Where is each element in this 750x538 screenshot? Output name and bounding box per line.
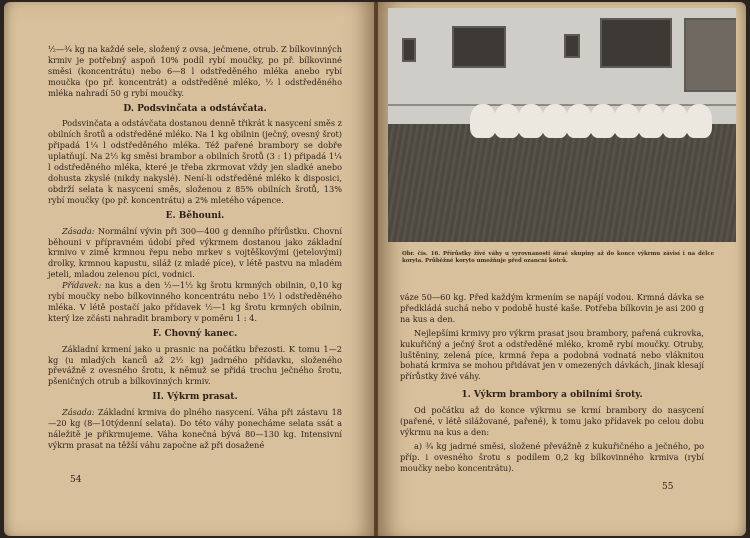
zasada-label: Zásada: bbox=[62, 407, 95, 418]
barn-window bbox=[600, 18, 672, 68]
page-number-right: 55 bbox=[662, 482, 674, 492]
intro-paragraph: ½—¾ kg na každé sele, složený z ovsa, ječmene, otrub. Z bílkovinných krmiv je potřebný aspoň 10% podíl rybí moučky, po př. bílkovinné směsi (koncentrátu) nebo 6—8 l odstředěného mléka anebo rybí moučka (po př. koncentrát) a odstředěné mléko, ½ l odstředěného mléka nahradí 50 g rybí moučky. bbox=[48, 44, 342, 98]
section-d-paragraph: Podsvinčata a odstávčata dostanou denně třikrát k nasycení směs z obilních šrotů a odstředěné mléko. Na 1 kg obilnin (ječný, ovesný šrot) připadá 1¼ l odstředěného mléka. Též pařené brambory se dobře uplatňují. Na 2½ kg směsi brambor a obilních šrotů (3 : 1) připadá 1¼ l odstředěného mléka, které je třeba zkrmovat vždy jen sladké anebo dohusta zkyslé (nikdy nakyslé). Není-li odstředěné mléko k disposici, obdrží selata k nasycení směs, složenou z 85% obilních šrotů, 13% rybí moučky (po př. koncentrátu) a 2% mletého vápence. bbox=[48, 118, 342, 205]
section-f-paragraph: Základní krmení jako u prasnic na počátku březosti. K tomu 1—2 kg (u mladých kanců až 2½ kg) jadrného přídavku, složeného převážně z ovesného šrotu, k němuž se přidá trochu ječného šrotu, pšeničných otrub a bílkovinných krmiv. bbox=[48, 343, 342, 387]
left-page bbox=[4, 2, 376, 536]
item-a-paragraph: a) ¾ kg jadrné směsi, složené převážně z kukuřičného a ječného, po příp. i ovesného šrotu s podílem 0,2 kg bílkovinného krmiva (rybí moučky nebo koncentrátu). bbox=[400, 440, 704, 473]
section-e-zasada-paragraph bbox=[48, 226, 342, 281]
figure-caption: Obr. čís. 16. Přírůstky živé váhy u vyrovnanosti šíraé skupiny až do konce výkrmu závisí i na délce koryta. Průběžné koryto umožňuje před ozancní kotců. bbox=[402, 251, 714, 264]
barn-window bbox=[564, 34, 580, 58]
barn-window bbox=[402, 38, 416, 62]
pridavek-text: na kus a den ½—1½ kg šrotu krmných obilnin, 0,10 kg rybí moučky nebo bílkovinného koncentrátu nebo 1½ l odstředěného mléka. V létě postačí jako přídavek ½—1 kg šrotu krmných obilnin, který lze zčásti nahradit brambory v poměru 1 : 4. bbox=[48, 280, 342, 323]
pigs-photo bbox=[388, 8, 736, 242]
pig-figure bbox=[494, 104, 520, 138]
barn-window bbox=[452, 26, 506, 68]
continuation-paragraph: váze 50—60 kg. Před každým krmením se napájí vodou. Krmná dávka se předkládá suchá nebo v podobě husté kaše. Potřeba bílkovin je asi 200 g na kus a den. bbox=[400, 292, 704, 324]
pig-figure bbox=[470, 104, 496, 138]
pig-figure bbox=[662, 104, 688, 138]
left-page-text bbox=[48, 44, 342, 451]
pig-figure bbox=[614, 104, 640, 138]
zasada-text: Základní krmiva do plného nasycení. Váha při zástavu 18—20 kg (8—10týdenní selata). Do této váhy ponecháme selata ssát a náležitě je přikrmujeme. Váha konečná bývá 80—130 kg. Intensivní výkrm prasat na těžší váhu započne až při dosažené bbox=[48, 407, 342, 450]
pig-figure bbox=[638, 104, 664, 138]
section-1-paragraph: Od počátku až do konce výkrmu se krmí brambory do nasycení (pařené, v létě silážované, pařené), k tomu jako přídavek po celou dobu výkrmu na kus a den: bbox=[400, 405, 704, 437]
barn-doorway bbox=[684, 18, 736, 92]
pig-figure bbox=[566, 104, 592, 138]
book-spread bbox=[4, 2, 746, 536]
zasada-label: Zásada: bbox=[62, 225, 95, 236]
right-page-text bbox=[400, 292, 704, 474]
section-ii-heading: II. Výkrm prasat. bbox=[152, 392, 238, 403]
section-f-heading: F. Chovný kanec. bbox=[152, 328, 238, 339]
zasada-text: Normální vývin při 300—400 g denního přírůstku. Chovní běhouni v přípravném údobí před výkrmem dostanou jako základní krmivo v zimě krmnou řepu nebo mrkev s vojtěškovými (jetelovými) drolky, krmnou kapustu, siláž (z mladé píce), v létě pastvu na mladém jeteli, mladou zelenou píci, vodnici. bbox=[48, 225, 342, 280]
pen-floor bbox=[388, 124, 736, 242]
pig-figure bbox=[542, 104, 568, 138]
pridavek-label: Přídavek: bbox=[62, 280, 102, 291]
pig-figure bbox=[686, 104, 712, 138]
section-e-pridavek-paragraph bbox=[48, 280, 342, 324]
pig-figure bbox=[590, 104, 616, 138]
pig-figure bbox=[518, 104, 544, 138]
section-e-heading: E. Běhouni. bbox=[165, 210, 225, 221]
right-page bbox=[378, 2, 746, 536]
section-1-heading: 1. Výkrm brambory a obilními šroty. bbox=[461, 390, 643, 401]
section-ii-paragraph bbox=[48, 407, 342, 451]
page-number-left: 54 bbox=[70, 475, 82, 485]
best-feeds-paragraph: Nejlepšími krmivy pro výkrm prasat jsou brambory, pařená cukrovka, kukuřičný a ječný šrot a odstředěné mléko, kromě rybí moučky. Otruby, luštěniny, zelená píce, krmná řepa a podobná vodnatá nebo vláknitou bohatá krmiva se mohou přidávat jen v omezených dávkách, jinak klesají přírůstky živé váhy. bbox=[400, 327, 704, 382]
section-d-heading: D. Podsvinčata a odstávčata. bbox=[123, 103, 267, 114]
